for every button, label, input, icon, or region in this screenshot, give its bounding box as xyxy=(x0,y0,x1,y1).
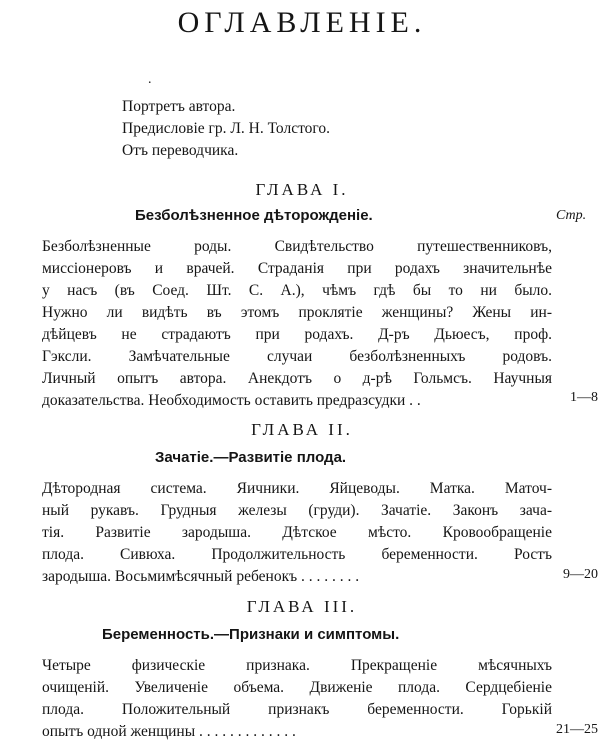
chapter-2-line: ный рукавъ. Грудныя железы (груди). Зачатіе. Законъ зача- xyxy=(42,502,552,519)
chapter-1-line: дѣйцевъ не страдаютъ при родахъ. Д-ръ Дьюесъ, проф. xyxy=(42,326,552,343)
stray-dot: . xyxy=(148,72,152,87)
chapter-1-line: миссіонеровъ и врачей. Страданія при родахъ значительнѣе xyxy=(42,260,552,277)
page-title: ОГЛАВЛЕНІЕ. xyxy=(177,6,427,39)
chapter-2-line: Дѣтородная система. Яичники. Яйцеводы. Матка. Маточ- xyxy=(42,480,552,497)
chapter-3-pages: 21—25 xyxy=(556,722,598,737)
chapter-3-line: опытъ одной женщины . . . . . . . . . . . . . xyxy=(42,723,296,740)
chapter-1-heading: ГЛАВА I. xyxy=(255,180,349,199)
chapter-1-line: Личный опытъ автора. Анекдотъ о д-рѣ Гольмсъ. Научныя xyxy=(42,370,552,387)
chapter-1-line: доказательства. Необходимость оставить предразсудки . . xyxy=(42,392,421,409)
chapter-3-subtitle: Беременность.—Признаки и симптомы. xyxy=(102,626,400,643)
chapter-1-subtitle: Безболѣзненное дѣторожденіе. xyxy=(135,207,373,224)
chapter-2-line: тія. Развитіе зародыша. Дѣтское мѣсто. Кровообращеніе xyxy=(42,524,552,541)
chapter-1-line: у насъ (въ Соед. Шт. С. А.), чѣмъ гдѣ бы то ни было. xyxy=(42,282,552,299)
chapter-1-line: Нужно ли видѣть въ этомъ проклятіе женщины? Жены ин- xyxy=(42,304,552,321)
chapter-2-line: зародыша. Восьмимѣсячный ребенокъ . . . . . . . . xyxy=(42,568,360,585)
page-column-label: Стр. xyxy=(556,208,587,223)
chapter-3-line: Четыре физическіе признака. Прекращеніе мѣсячныхъ xyxy=(42,657,552,674)
chapter-3-heading: ГЛАВА III. xyxy=(246,597,358,616)
chapter-1-line: Гэксли. Замѣчательные случаи безболѣзненныхъ родовъ. xyxy=(42,348,552,365)
chapter-2-line: плода. Сивюха. Продолжительность беременности. Ростъ xyxy=(42,546,552,563)
chapter-2-heading: ГЛАВА II. xyxy=(251,420,353,439)
chapter-2-contents xyxy=(42,478,552,588)
front-matter-item-translator: Отъ переводчика. xyxy=(122,142,239,159)
front-matter-list xyxy=(122,96,330,162)
front-matter-item-preface: Предисловіе гр. Л. Н. Толстого. xyxy=(122,120,330,137)
front-matter-item-portrait: Портретъ автора. xyxy=(122,98,236,115)
chapter-3-line: очищеній. Увеличеніе объема. Движеніе плода. Сердцебіеніе xyxy=(42,679,552,696)
chapter-1-pages: 1—8 xyxy=(570,390,598,405)
chapter-1-contents xyxy=(42,236,552,412)
chapter-2-subtitle: Зачатіе.—Развитіе плода. xyxy=(155,449,347,466)
chapter-1-line: Безболѣзненные роды. Свидѣтельство путешественниковъ, xyxy=(42,238,552,255)
chapter-2-pages: 9—20 xyxy=(563,567,598,582)
chapter-3-line: плода. Положительный признакъ беременности. Горькій xyxy=(42,701,552,718)
chapter-3-contents xyxy=(42,655,552,743)
